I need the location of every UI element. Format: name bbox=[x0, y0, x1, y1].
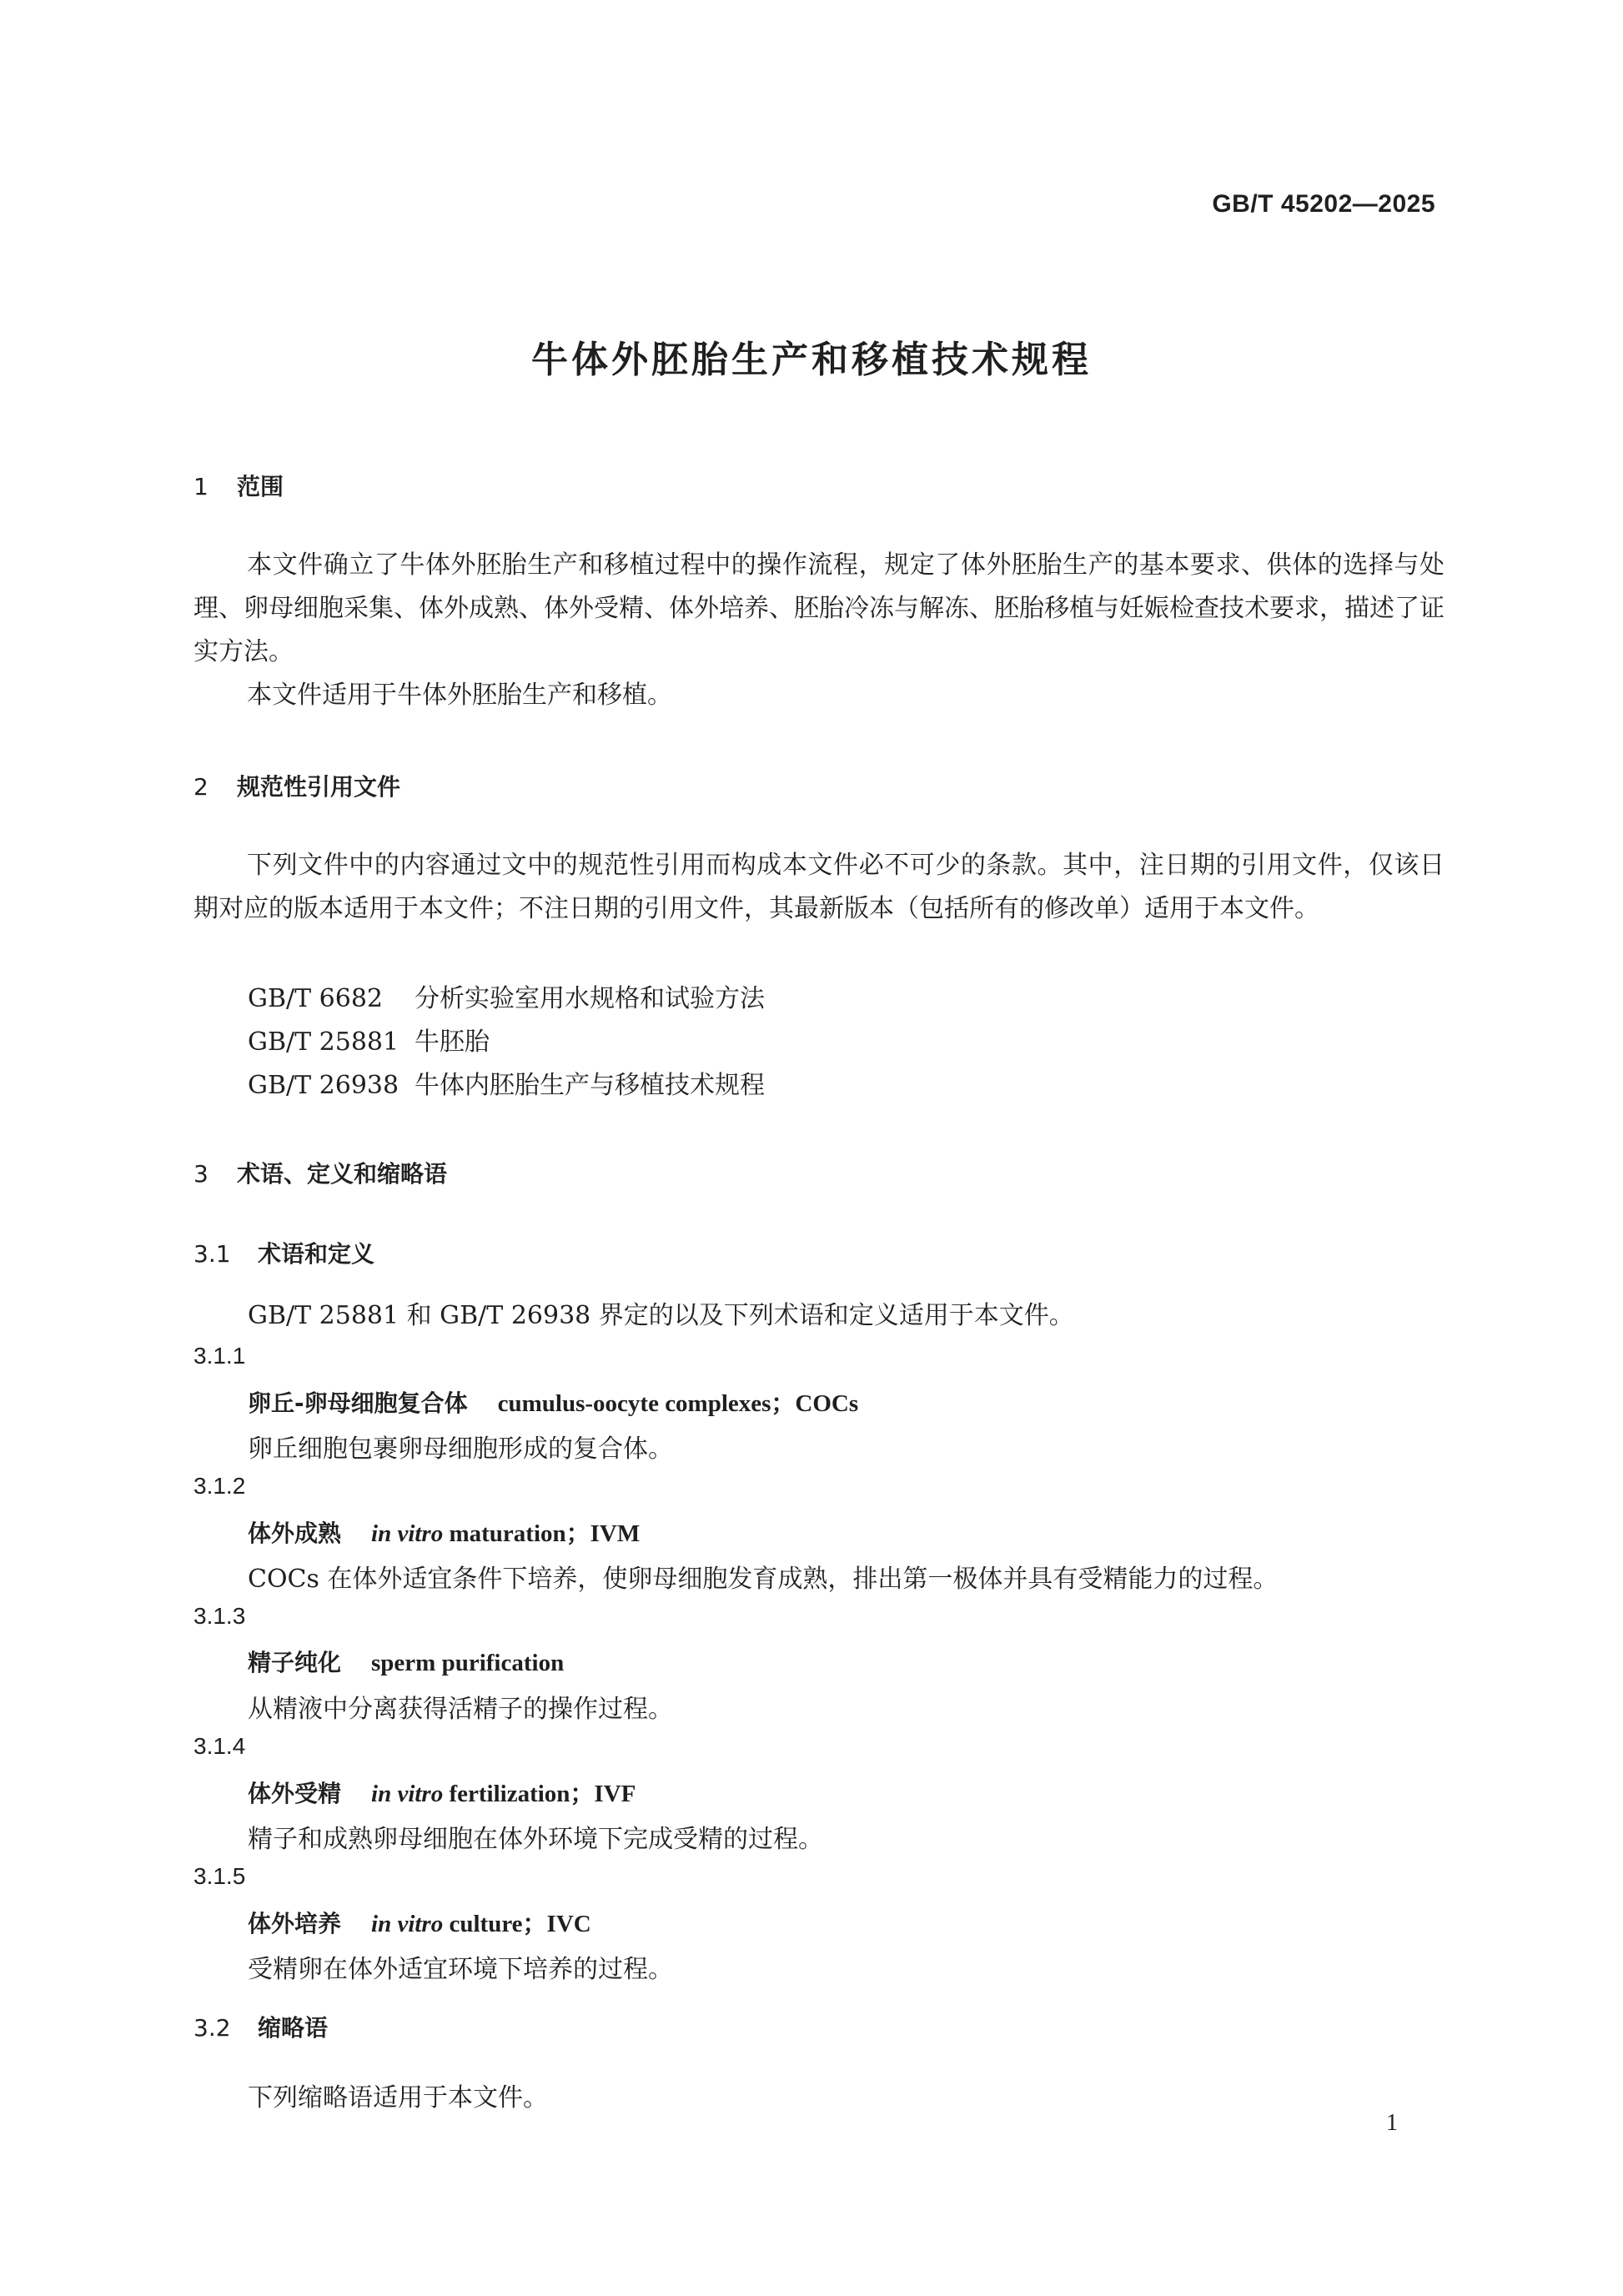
section-title: 术语、定义和缩略语 bbox=[237, 1160, 448, 1188]
reference-title: 牛胚胎 bbox=[415, 1027, 490, 1057]
reference-code: GB/T 26938 bbox=[248, 1071, 399, 1100]
reference-code: GB/T 25881 bbox=[248, 1027, 399, 1057]
reference-item bbox=[248, 1064, 765, 1101]
standard-code: GB/T 45202—2025 bbox=[1212, 190, 1435, 218]
term-definition: 从精液中分离获得活精子的操作过程。 bbox=[248, 1695, 673, 1724]
term-number: 3.1.5 bbox=[193, 1863, 246, 1889]
scope-applicability: 本文件适用于牛体外胚胎生产和移植。 bbox=[247, 681, 672, 710]
terms-intro: GB/T 25881 和 GB/T 26938 界定的以及下列术语和定义适用于本文件。 bbox=[248, 1301, 1074, 1330]
document-title: 牛体外胚胎生产和移植技术规程 bbox=[531, 339, 1092, 381]
section-number: 3 bbox=[193, 1160, 209, 1188]
reference-item bbox=[248, 1021, 490, 1058]
subsection-3-1-heading bbox=[193, 1236, 374, 1269]
section-1-heading bbox=[193, 469, 284, 502]
reference-title: 牛体内胚胎生产与移植技术规程 bbox=[415, 1071, 765, 1100]
term-number: 3.1.3 bbox=[193, 1603, 246, 1629]
section-title: 范围 bbox=[237, 473, 284, 500]
section-2-heading bbox=[193, 769, 400, 802]
term-english-italic: in vitro bbox=[371, 1911, 444, 1937]
term-definition: 受精卵在体外适宜环境下培养的过程。 bbox=[248, 1955, 673, 1984]
term-chinese: 体外成熟 bbox=[248, 1520, 342, 1547]
term-number: 3.1.4 bbox=[193, 1733, 246, 1759]
term-entry bbox=[248, 1515, 640, 1549]
abbreviations-intro: 下列缩略语适用于本文件。 bbox=[248, 2083, 548, 2113]
subsection-3-2-heading bbox=[193, 2010, 328, 2043]
term-english: maturation；IVM bbox=[449, 1520, 641, 1547]
term-chinese: 卵丘-卵母细胞复合体 bbox=[248, 1389, 468, 1417]
term-english: sperm purification bbox=[371, 1650, 565, 1676]
term-number: 3.1.1 bbox=[193, 1343, 246, 1369]
term-english-italic: in vitro bbox=[371, 1520, 444, 1547]
term-definition: 精子和成熟卵母细胞在体外环境下完成受精的过程。 bbox=[248, 1825, 823, 1854]
term-definition: COCs 在体外适宜条件下培养，使卵母细胞发育成熟，排出第一极体并具有受精能力的过程。 bbox=[248, 1565, 1279, 1594]
subsection-number: 3.1 bbox=[193, 1240, 231, 1268]
term-entry bbox=[248, 1905, 591, 1939]
reference-item bbox=[248, 977, 765, 1014]
term-entry bbox=[248, 1384, 858, 1419]
term-chinese: 体外受精 bbox=[248, 1780, 342, 1807]
term-chinese: 体外培养 bbox=[248, 1910, 342, 1937]
section-3-heading bbox=[193, 1156, 447, 1189]
term-entry bbox=[248, 1775, 636, 1809]
normative-references-paragraph: 下列文件中的内容通过文中的规范性引用而构成本文件必不可少的条款。其中，注日期的引用文件，仅该日期对应的版本适用于本文件；不注日期的引用文件，其最新版本（包括所有的修改单）适用于本文件。 bbox=[193, 851, 1445, 923]
section-title: 规范性引用文件 bbox=[237, 773, 401, 801]
reference-code: GB/T 6682 bbox=[248, 984, 384, 1013]
reference-title: 分析实验室用水规格和试验方法 bbox=[415, 984, 765, 1013]
section-number: 1 bbox=[193, 473, 209, 500]
scope-paragraph: 本文件确立了牛体外胚胎生产和移植过程中的操作流程，规定了体外胚胎生产的基本要求、供体的选择与处理、卵母细胞采集、体外成熟、体外受精、体外培养、胚胎冷冻与解冻、胚胎移植与妊娠检查技术要求，描述了证实方法。 bbox=[193, 550, 1445, 666]
subsection-title: 缩略语 bbox=[258, 2014, 329, 2042]
term-english-italic: in vitro bbox=[371, 1781, 444, 1807]
term-entry bbox=[248, 1645, 564, 1678]
term-definition: 卵丘细胞包裹卵母细胞形成的复合体。 bbox=[248, 1434, 673, 1464]
term-english: cumulus-oocyte complexes；COCs bbox=[497, 1390, 859, 1417]
section-number: 2 bbox=[193, 773, 209, 801]
page-number: 1 bbox=[1386, 2110, 1398, 2136]
subsection-number: 3.2 bbox=[193, 2014, 231, 2042]
term-english: fertilization；IVF bbox=[449, 1781, 636, 1807]
term-chinese: 精子纯化 bbox=[248, 1649, 342, 1676]
subsection-title: 术语和定义 bbox=[258, 1240, 375, 1268]
term-english: culture；IVC bbox=[449, 1911, 591, 1937]
term-number: 3.1.2 bbox=[193, 1473, 246, 1499]
